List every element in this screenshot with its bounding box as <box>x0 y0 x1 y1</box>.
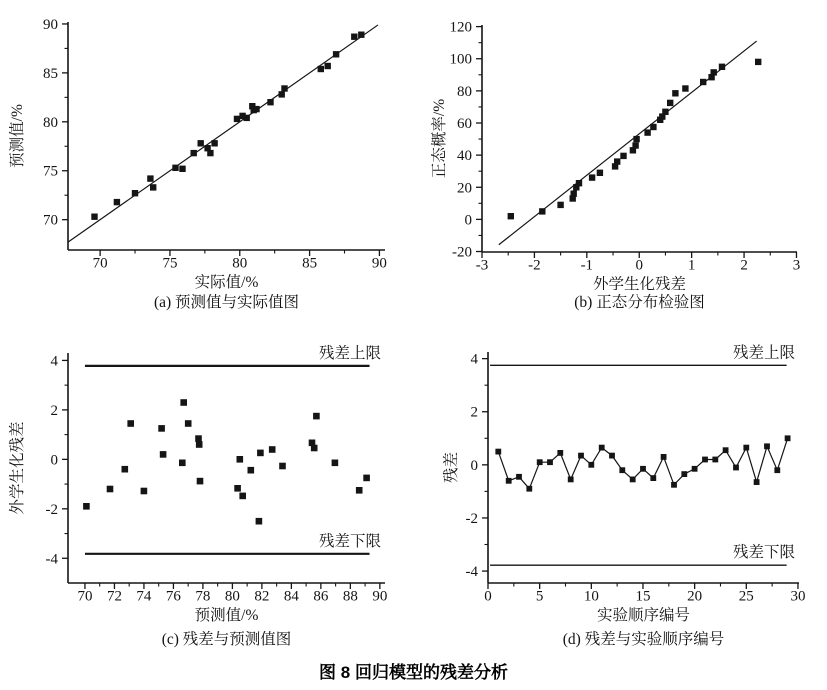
data-point-marker <box>172 165 178 171</box>
data-points <box>91 32 364 220</box>
data-point-marker <box>711 69 717 75</box>
x-tick-label: 82 <box>254 588 270 605</box>
data-point-marker <box>508 213 514 219</box>
y-tick-label: 0 <box>464 212 472 229</box>
chart-c-residual-vs-predicted <box>6 322 412 656</box>
y-tick-label: 4 <box>470 351 478 368</box>
data-point-marker <box>211 140 217 146</box>
data-point-marker <box>207 150 213 156</box>
data-point-marker <box>568 477 574 483</box>
data-point-marker <box>640 466 646 472</box>
x-tick-label: -1 <box>580 257 594 274</box>
chart-b-canvas <box>420 4 827 290</box>
data-point-marker <box>719 64 725 70</box>
data-point-marker <box>672 90 678 96</box>
data-point-marker <box>180 399 187 406</box>
x-tick-label: 1 <box>687 257 696 274</box>
data-point-marker <box>537 459 543 465</box>
data-point-marker <box>597 170 603 176</box>
y-axis-label: 残差 <box>443 451 460 484</box>
y-tick-label: 60 <box>457 115 472 132</box>
data-point-marker <box>661 454 667 460</box>
y-tick-label: 0 <box>470 457 478 474</box>
x-tick-label: 70 <box>77 588 93 605</box>
x-tick-label: 78 <box>195 588 211 605</box>
chart-d-caption: (d) 残差与实验顺序编号 <box>562 631 725 648</box>
data-point-marker <box>650 124 656 130</box>
y-tick-label: 80 <box>457 83 472 100</box>
y-tick-label: 20 <box>457 180 472 197</box>
x-tick-label: 10 <box>583 588 599 605</box>
data-point-marker <box>256 518 263 525</box>
chart-a-predicted-vs-actual <box>6 4 412 322</box>
data-point-marker <box>267 99 273 105</box>
reference-line-label: 残差上限 <box>732 344 795 362</box>
x-tick-label: 70 <box>92 255 108 272</box>
data-point-marker <box>599 445 605 451</box>
y-tick-label: 85 <box>43 65 58 82</box>
data-point-marker <box>754 479 760 485</box>
data-point-marker <box>114 199 120 205</box>
chart-c-canvas <box>6 322 412 628</box>
data-point-marker <box>179 460 186 467</box>
data-point-marker <box>702 457 708 463</box>
data-point-marker <box>122 466 129 473</box>
data-points <box>495 435 790 491</box>
data-point-marker <box>196 441 203 448</box>
x-tick-label: 88 <box>342 588 358 605</box>
data-point-marker <box>91 214 97 220</box>
y-tick-label: 80 <box>43 114 58 131</box>
y-tick-label: 2 <box>50 402 58 419</box>
x-tick-label: 76 <box>165 588 181 605</box>
data-point-marker <box>356 487 363 494</box>
y-axis-label: 外学生化残差 <box>9 421 26 515</box>
data-point-marker <box>244 115 250 121</box>
data-point-marker <box>547 459 553 465</box>
y-tick-label: 90 <box>43 16 58 33</box>
y-tick-label: 120 <box>449 19 472 36</box>
y-tick-label: -4 <box>45 551 58 568</box>
data-point-marker <box>712 457 718 463</box>
data-point-marker <box>588 462 594 468</box>
chart-d-residual-vs-run-order <box>420 322 827 656</box>
x-tick-label: 80 <box>232 255 248 272</box>
data-point-marker <box>692 466 698 472</box>
data-point-marker <box>557 202 563 208</box>
y-tick-label: 2 <box>470 404 478 421</box>
data-point-marker <box>633 136 639 142</box>
x-tick-label: 90 <box>371 255 387 272</box>
chart-a-canvas <box>6 4 412 290</box>
data-point-marker <box>253 106 259 112</box>
data-point-marker <box>195 435 202 442</box>
data-point-marker <box>614 158 620 164</box>
data-point-marker <box>526 486 532 492</box>
x-tick-label: 2 <box>740 257 748 274</box>
data-point-marker <box>363 475 370 482</box>
data-point-marker <box>764 443 770 449</box>
x-tick-label: -3 <box>475 257 489 274</box>
x-tick-label: 90 <box>372 588 388 605</box>
data-point-marker <box>578 453 584 459</box>
x-tick-label: 20 <box>687 588 703 605</box>
data-point-marker <box>141 488 148 495</box>
data-point-marker <box>630 477 636 483</box>
data-point-marker <box>667 100 673 106</box>
y-tick-label: 100 <box>449 51 472 68</box>
y-tick-label: -20 <box>452 244 472 261</box>
data-point-marker <box>516 474 522 480</box>
data-point-marker <box>185 420 192 427</box>
data-point-marker <box>83 503 90 510</box>
data-point-marker <box>539 208 545 214</box>
fit-line <box>68 25 378 242</box>
chart-d-canvas <box>420 322 827 628</box>
data-point-marker <box>671 482 677 488</box>
fit-line <box>499 41 757 245</box>
data-point-marker <box>662 109 668 115</box>
x-tick-label: 0 <box>484 588 492 605</box>
data-point-marker <box>351 34 357 40</box>
data-point-marker <box>620 153 626 159</box>
data-point-marker <box>619 467 625 473</box>
data-point-marker <box>234 116 240 122</box>
data-point-marker <box>318 66 324 72</box>
data-point-marker <box>632 142 638 148</box>
x-axis-label: 实验顺序编号 <box>596 607 691 624</box>
reference-line-label: 残差下限 <box>732 544 795 562</box>
data-point-marker <box>733 465 739 471</box>
data-point-marker <box>257 450 264 457</box>
x-tick-label: 80 <box>224 588 240 605</box>
data-point-marker <box>191 150 197 156</box>
data-point-marker <box>147 175 153 181</box>
data-point-marker <box>279 463 286 470</box>
x-tick-label: -2 <box>528 257 541 274</box>
x-tick-label: 25 <box>738 588 754 605</box>
x-tick-label: 15 <box>635 588 651 605</box>
y-axis-label: 预测值/% <box>9 104 26 168</box>
chart-b-normal-probability <box>420 4 827 322</box>
reference-line-label: 残差上限 <box>318 344 381 362</box>
x-tick-label: 75 <box>162 255 178 272</box>
data-point-marker <box>644 129 650 135</box>
x-tick-label: 84 <box>283 588 299 605</box>
data-point-marker <box>589 174 595 180</box>
data-point-marker <box>681 471 687 477</box>
x-tick-label: 72 <box>106 588 122 605</box>
data-point-marker <box>107 486 114 493</box>
chart-b-caption: (b) 正态分布检验图 <box>574 294 705 311</box>
data-point-marker <box>609 453 615 459</box>
data-point-marker <box>495 449 501 455</box>
data-point-marker <box>237 456 244 463</box>
x-tick-label: 0 <box>635 257 643 274</box>
data-point-marker <box>325 63 331 69</box>
y-tick-label: 75 <box>43 163 58 180</box>
chart-a-caption: (a) 预测值与实际值图 <box>153 294 300 311</box>
data-point-marker <box>132 190 138 196</box>
x-axis-label: 实际值/% <box>194 274 259 290</box>
data-point-marker <box>755 59 761 65</box>
reference-line-label: 残差下限 <box>318 532 381 550</box>
data-points <box>508 59 762 220</box>
data-point-marker <box>723 447 729 453</box>
y-tick-label: 0 <box>50 452 58 469</box>
data-point-marker <box>311 445 318 452</box>
data-point-marker <box>682 85 688 91</box>
data-point-marker <box>158 425 165 432</box>
x-tick-label: 30 <box>790 588 806 605</box>
data-point-marker <box>557 450 563 456</box>
data-point-marker <box>127 420 134 427</box>
data-point-marker <box>576 180 582 186</box>
data-point-marker <box>279 91 285 97</box>
data-point-marker <box>234 485 241 492</box>
x-tick-label: 3 <box>792 257 801 274</box>
data-point-marker <box>743 445 749 451</box>
x-tick-label: 74 <box>136 588 152 605</box>
data-point-marker <box>700 79 706 85</box>
data-point-marker <box>358 32 364 38</box>
data-point-marker <box>313 413 320 420</box>
data-point-marker <box>281 85 287 91</box>
data-point-marker <box>785 435 791 441</box>
data-point-marker <box>248 467 255 474</box>
data-point-marker <box>571 191 577 197</box>
x-tick-label: 86 <box>313 588 329 605</box>
y-tick-label: -2 <box>465 510 478 527</box>
data-points <box>83 399 370 524</box>
x-tick-label: 5 <box>535 588 544 605</box>
data-point-marker <box>160 451 167 458</box>
x-axis-label: 外学生化残差 <box>592 276 687 290</box>
y-tick-label: 40 <box>457 148 472 165</box>
figure-caption: 图 8 回归模型的残差分析 <box>319 663 508 682</box>
y-axis-label: 正态概率/% <box>431 98 448 179</box>
x-tick-label: 85 <box>302 255 318 272</box>
data-point-marker <box>179 166 185 172</box>
data-point-marker <box>506 478 512 484</box>
data-point-marker <box>774 467 780 473</box>
data-point-marker <box>333 51 339 57</box>
y-tick-label: -2 <box>45 501 58 518</box>
data-point-marker <box>197 478 204 485</box>
y-tick-label: -4 <box>465 564 478 581</box>
data-point-marker <box>650 475 656 481</box>
x-axis-label: 预测值/% <box>194 607 259 624</box>
y-tick-label: 4 <box>50 353 58 370</box>
data-point-marker <box>332 460 339 467</box>
data-point-marker <box>269 446 276 453</box>
chart-c-caption: (c) 残差与预测值图 <box>161 631 292 648</box>
data-point-marker <box>198 140 204 146</box>
data-point-marker <box>239 493 246 500</box>
y-tick-label: 70 <box>43 212 58 229</box>
data-point-marker <box>150 184 156 190</box>
